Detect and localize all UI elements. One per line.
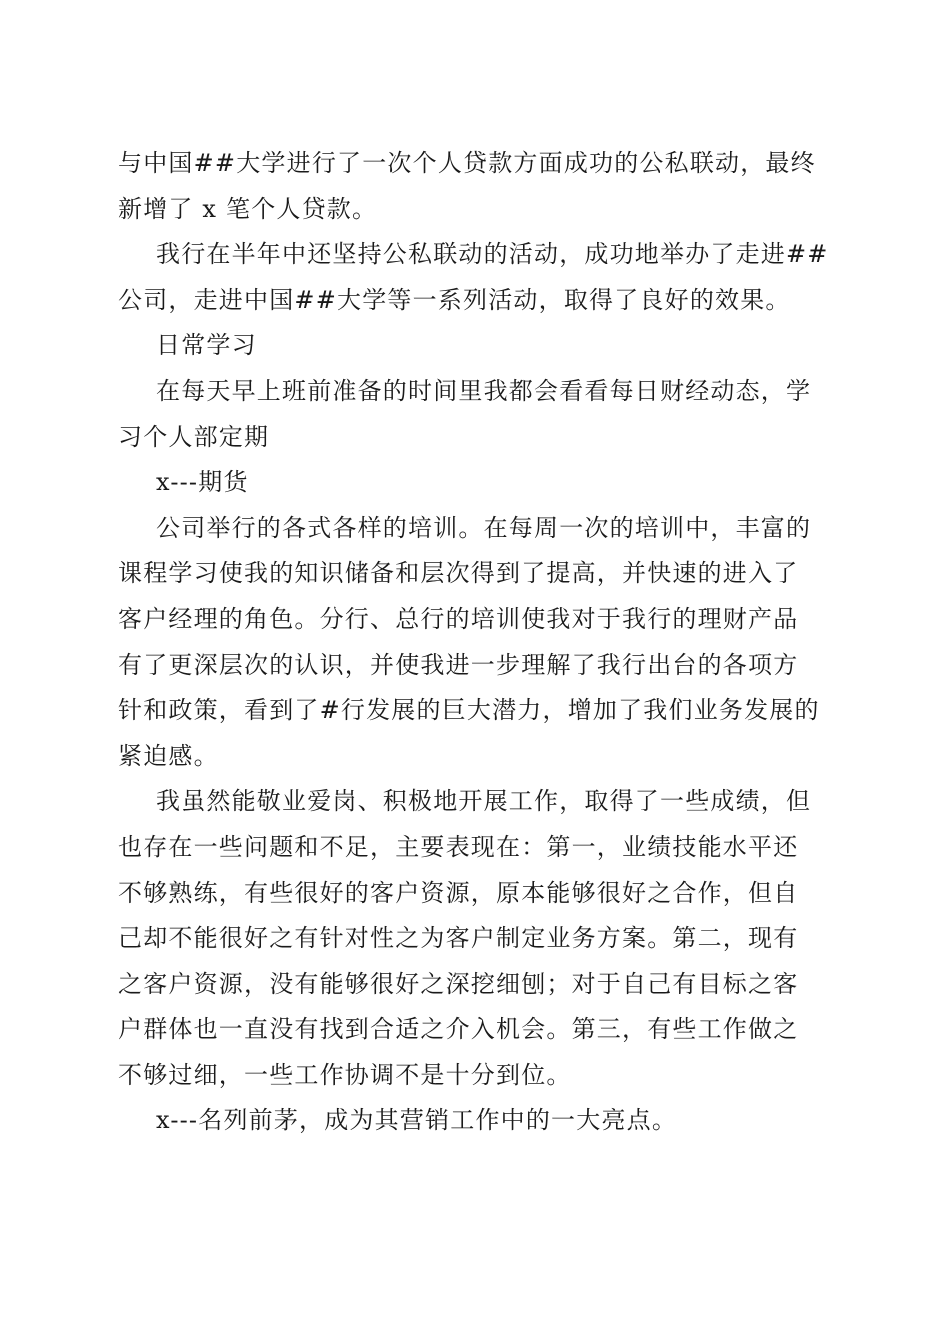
text-line: 公司举行的各式各样的培训。在每周一次的培训中，丰富的 [156,513,812,542]
paragraph-5 [118,460,828,506]
text-line: 不够熟练，有些很好的客户资源，原本能够很好之合作，但自 [118,878,799,907]
paragraph-8 [118,1098,828,1144]
text-line: 我行在半年中还坚持公私联动的活动，成功地举办了走进## [156,240,829,269]
text-line: 公司，走进中国##大学等一系列活动，取得了良好的效果。 [118,285,791,314]
text-line: 针和政策，看到了#行发展的巨大潜力，增加了我们业务发展的 [118,696,820,725]
text-line: 紧迫感。 [118,741,219,770]
text-line: 己却不能很好之有针对性之为客户制定业务方案。第二，现有 [118,924,799,953]
text-line: 之客户资源，没有能够很好之深挖细刨；对于自己有目标之客 [118,969,799,998]
document-body [118,141,828,1144]
paragraph-7 [118,779,828,1098]
text-line: 有了更深层次的认识，并使我进一步理解了我行出台的各项方 [118,650,799,679]
text-line: 课程学习使我的知识储备和层次得到了提高，并快速的进入了 [118,559,799,588]
text-line: 与中国##大学进行了一次个人贷款方面成功的公私联动，最终 [118,149,816,177]
text-line: 日常学习 [156,331,257,360]
paragraph-6 [118,506,828,780]
text-line: 我虽然能敬业爱岗、积极地开展工作，取得了一些成绩，但 [156,787,812,816]
text-line: 户群体也一直没有找到合适之介入机会。第三，有些工作做之 [118,1015,799,1044]
text-line: 客户经理的角色。分行、总行的培训使我对于我行的理财产品 [118,604,799,633]
section-heading-daily-study [118,323,828,369]
text-line: x---期货 [156,468,249,497]
text-line: 新增了 x 笔个人贷款。 [118,194,378,223]
text-line: 习个人部定期 [118,422,270,451]
paragraph-2 [118,232,828,323]
text-line: 也存在一些问题和不足，主要表现在：第一，业绩技能水平还 [118,832,799,861]
paragraph-1 [118,141,828,232]
text-line: 不够过细，一些工作协调不是十分到位。 [118,1060,572,1089]
text-line: x---名列前茅，成为其营销工作中的一大亮点。 [156,1106,678,1135]
paragraph-4 [118,369,828,460]
text-line: 在每天早上班前准备的时间里我都会看看每日财经动态，学 [156,376,812,405]
